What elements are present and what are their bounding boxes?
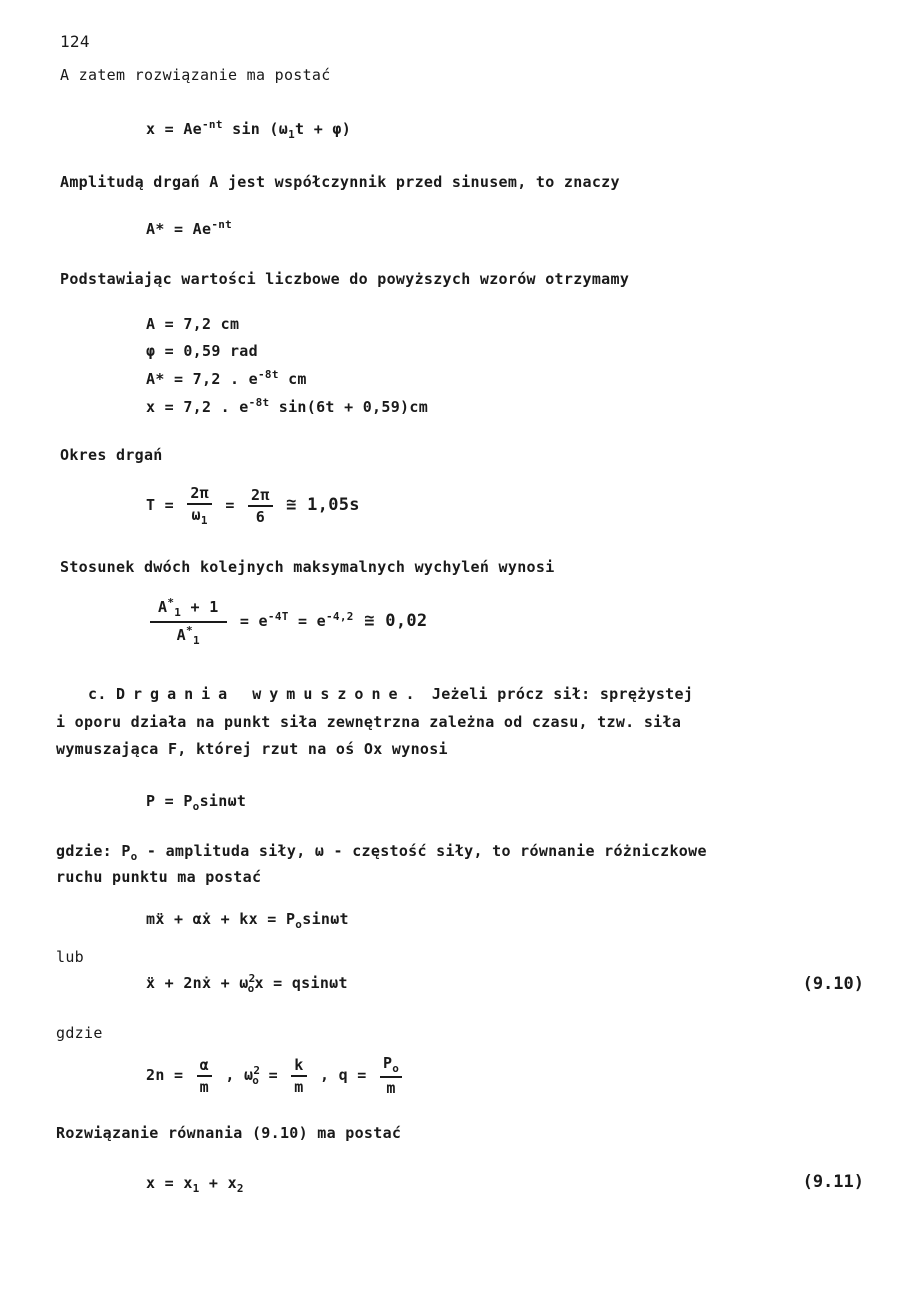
section-c-line3: wymuszająca F, której rzut na oś Ox wynosi — [56, 740, 448, 758]
fraction-2pi-omega: $\frac{2\pi}{\omega_1}$ — [187, 484, 212, 527]
value-Astar: A* = 7,2 . $e^{-8t}$ cm — [146, 368, 307, 388]
where-text: gdzie: $P_o$ - amplituda siły, ω - częstość siły, to równanie różniczkowe — [56, 842, 707, 863]
value-x: x = 7,2 . $e^{-8t}$ sin(6t + 0,59)cm — [146, 396, 429, 416]
lub-text: lub — [56, 948, 84, 966]
equation-amplitude: $A* = Ae^{-nt}$ — [146, 218, 233, 238]
fraction-Po-m: $\frac{P_o}{m}$ — [380, 1054, 402, 1097]
fraction-k-m: $\frac{k}{m}$ — [291, 1056, 306, 1096]
intro-text: A zatem rozwiązanie ma postać — [60, 66, 331, 84]
equation-period: T = $\frac{2\pi}{\omega_1}$ = $\frac{2\pi}{6}$ ≅ 1,05s — [146, 484, 360, 527]
equation-number-9-10: (9.10) — [802, 974, 864, 994]
gdzie-text: gdzie — [56, 1024, 103, 1042]
period-title: Okres drgań — [60, 446, 163, 464]
equation-solution: $x = Ae^{-nt}$ $\sin (\omega_1t + \varphi)$ — [146, 118, 352, 141]
solution-text: Rozwiązanie równania (9.10) ma postać — [56, 1124, 402, 1142]
fraction-alpha-m: $\frac{\alpha}{m}$ — [197, 1056, 212, 1096]
amplitude-text: Amplitudą drgań A jest współczynnik przed sinusem, to znaczy — [60, 173, 620, 191]
ratio-text: Stosunek dwóch kolejnych maksymalnych wychyleń wynosi — [60, 558, 555, 576]
fraction-2pi-6: $\frac{2\pi}{6}$ — [248, 486, 273, 526]
equation-ratio: $\frac{A^*_1 + 1}{A^*_1}$ = $e^{-4T} = e^{-4,2}$ ≅ 0,02 — [146, 596, 427, 647]
equation-motion: mẍ + αẋ + kx = $P_o\sin\omega t$ — [146, 910, 349, 931]
section-c-heading: c. Drgania wymuszone. Jeżeli prócz sił: sprężystej — [88, 685, 694, 703]
substitution-text: Podstawiając wartości liczbowe do powyższych wzorów otrzymamy — [60, 270, 630, 288]
equation-9-11: $x = x_1 + x_2$ — [146, 1174, 244, 1195]
value-A: A = 7,2 cm — [146, 315, 240, 333]
fraction-amplitudes: $\frac{A^*_1 + 1}{A^*_1}$ — [150, 596, 227, 647]
where-line2: ruchu punktu ma postać — [56, 868, 262, 886]
equation-force: $P = P_o\sin\omega t$ — [146, 792, 247, 813]
equation-9-10: ẍ + 2nẋ + $\omega^2_ox = qsin\omega t$ — [146, 972, 348, 995]
section-c-line2: i oporu działa na punkt siła zewnętrzna zależna od czasu, tzw. siła — [56, 713, 682, 731]
value-phi: φ = 0,59 rad — [146, 342, 258, 360]
equation-number-9-11: (9.11) — [802, 1172, 864, 1192]
equation-definitions: 2n = $\frac{\alpha}{m}$ , $\omega^2_o$ = $\frac{k}{m}$ , q = $\frac{P_o}{m}$ — [146, 1054, 406, 1097]
page-number: 124 — [60, 32, 90, 51]
